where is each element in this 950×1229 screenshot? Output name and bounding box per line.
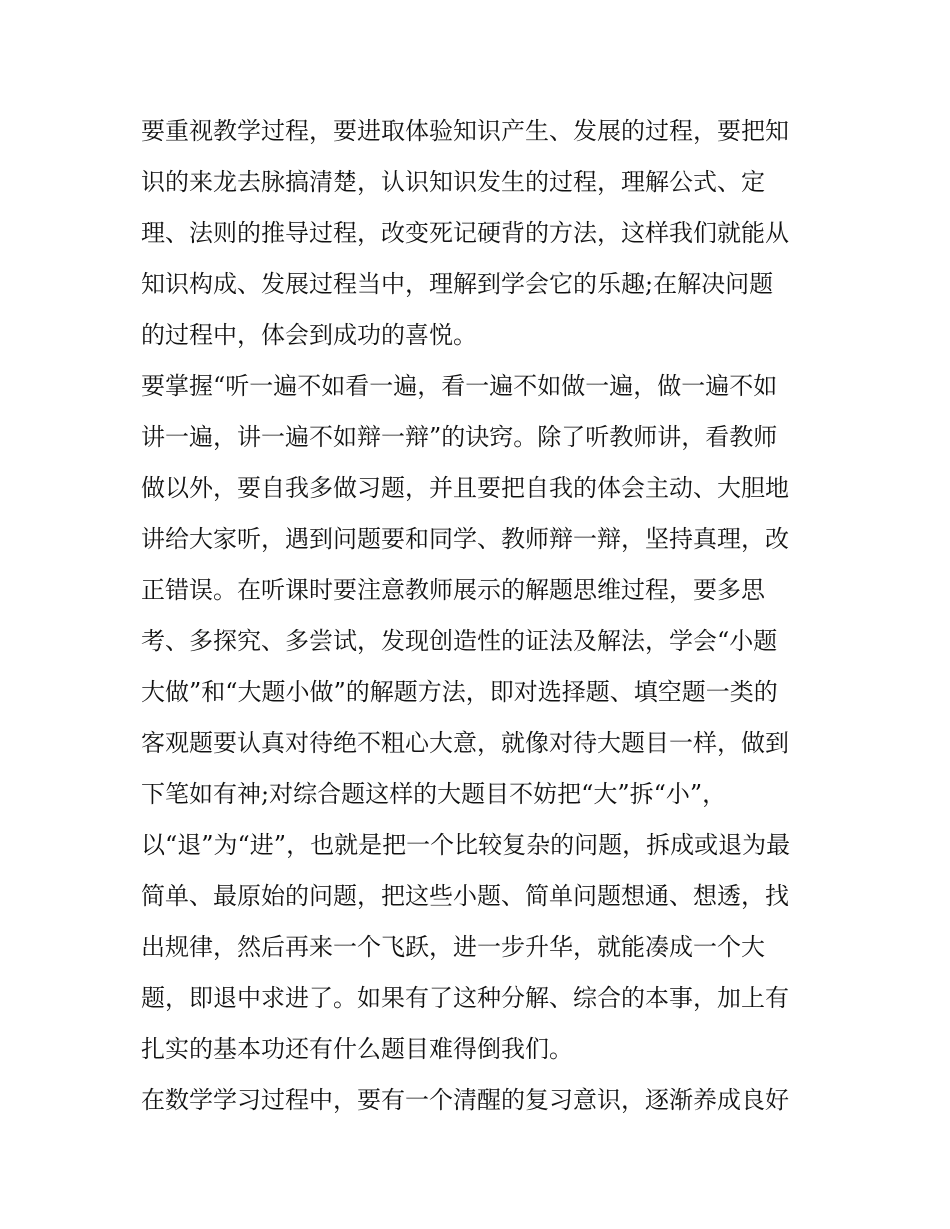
paragraph-2-line-9: 下笔如有神;对综合题这样的大题目不妨把“大”拆“小”， bbox=[141, 780, 727, 808]
paragraph-2-line-11: 简单、最原始的问题，把这些小题、简单问题想通、想透，找 bbox=[141, 882, 789, 910]
paragraph-1-line-3: 理、法则的推导过程，改变死记硬背的方法，这样我们就能从 bbox=[141, 219, 789, 247]
paragraph-2-line-6: 考、多探究、多尝试，发现创造性的证法及解法，学会“小题 bbox=[141, 627, 778, 655]
paragraph-1-line-1: 要重视教学过程，要进取体验知识产生、发展的过程，要把知 bbox=[141, 117, 789, 145]
paragraph-2-line-12: 出规律，然后再来一个飞跃，进一步升华，就能凑成一个大 bbox=[141, 933, 765, 961]
paragraph-1-line-4: 知识构成、发展过程当中，理解到学会它的乐趣;在解决问题 bbox=[141, 270, 774, 298]
paragraph-2-line-2: 讲一遍，讲一遍不如辩一辩”的诀窍。除了听教师讲，看教师 bbox=[141, 423, 778, 451]
paragraph-2-line-4: 讲给大家听，遇到问题要和同学、教师辩一辩，坚持真理，改 bbox=[141, 525, 789, 553]
body-text bbox=[141, 106, 821, 1126]
paragraph-3-line-1: 在数学学习过程中，要有一个清醒的复习意识，逐渐养成良好 bbox=[141, 1086, 789, 1114]
paragraph-2-line-10: 以“退”为“进”，也就是把一个比较复杂的问题，拆成或退为最 bbox=[141, 831, 791, 859]
paragraph-1-line-2: 识的来龙去脉搞清楚，认识知识发生的过程，理解公式、定 bbox=[141, 168, 765, 196]
paragraph-2-line-5: 正错误。在听课时要注意教师展示的解题思维过程，要多思 bbox=[141, 576, 765, 604]
paragraph-2-line-14: 扎实的基本功还有什么题目难得倒我们。 bbox=[141, 1035, 573, 1063]
paragraph-2-line-7: 大做”和“大题小做”的解题方法，即对选择题、填空题一类的 bbox=[141, 678, 778, 706]
paragraph-1-line-5: 的过程中，体会到成功的喜悦。 bbox=[141, 321, 477, 349]
paragraph-2-line-1: 要掌握“听一遍不如看一遍，看一遍不如做一遍，做一遍不如 bbox=[141, 372, 778, 400]
paragraph-2-line-13: 题，即退中求进了。如果有了这种分解、综合的本事，加上有 bbox=[141, 984, 789, 1012]
paragraph-2-line-8: 客观题要认真对待绝不粗心大意，就像对待大题目一样，做到 bbox=[141, 729, 789, 757]
paragraph-2-line-3: 做以外，要自我多做习题，并且要把自我的体会主动、大胆地 bbox=[141, 474, 789, 502]
